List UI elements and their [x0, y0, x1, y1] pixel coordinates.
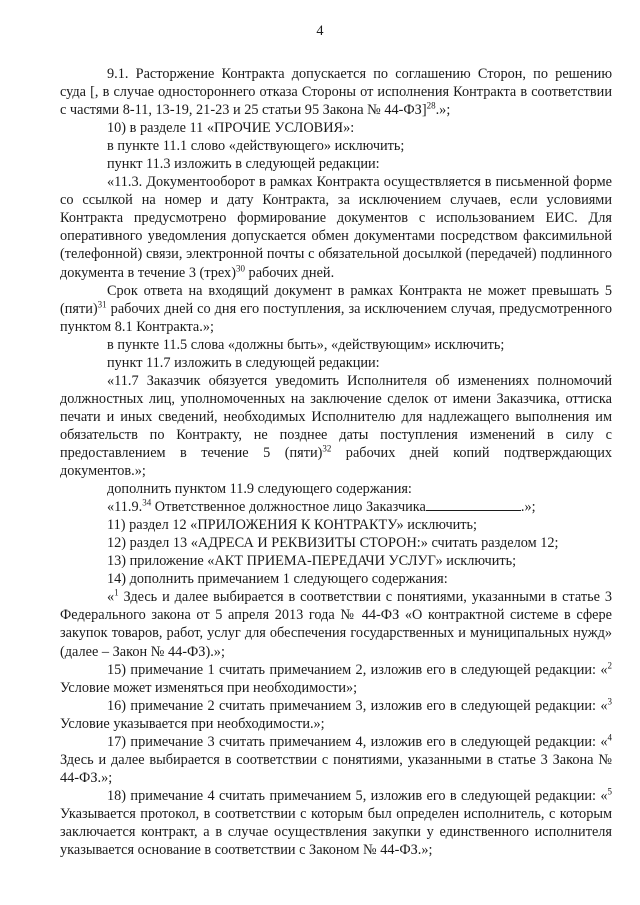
paragraph-item-18 [60, 787, 612, 859]
paragraph-text: 18) примечание 4 считать примечанием 5, изложив его в следующей редакции: « [107, 787, 608, 804]
footnote-marker: 32 [322, 443, 332, 454]
paragraph-item-10 [60, 119, 612, 137]
paragraph-text: 13) приложение «АКТ ПРИЕМА-ПЕРЕДАЧИ УСЛУГ» исключить; [107, 553, 517, 570]
paragraph-p-11-5-exclude [60, 336, 612, 354]
footnote-marker: 3 [607, 696, 612, 707]
footnote-marker: 4 [607, 732, 612, 743]
paragraph-p-11-9-text [60, 498, 612, 516]
paragraph-text: в пункте 11.1 слово «действующего» исключить; [107, 138, 405, 155]
paragraph-text: 12) раздел 13 «АДРЕСА И РЕКВИЗИТЫ СТОРОН:» считать разделом 12; [107, 535, 559, 552]
paragraph-text: Условие указывается при необходимости.»; [60, 715, 325, 732]
paragraph-text: Здесь и далее выбирается в соответствии с понятиями, указанными в статье 3 Закона № 44-ФЗ.»; [60, 751, 612, 786]
footnote-marker: 5 [607, 786, 612, 797]
paragraph-text: дополнить пунктом 11.9 следующего содержания: [107, 481, 412, 498]
paragraph-text: пункт 11.3 изложить в следующей редакции: [107, 156, 380, 173]
footnote-marker: 1 [114, 587, 119, 598]
page-number: 4 [316, 23, 324, 39]
paragraph-text: 10) в разделе 11 «ПРОЧИЕ УСЛОВИЯ»: [107, 120, 355, 137]
paragraph-text: 11) раздел 12 «ПРИЛОЖЕНИЯ К КОНТРАКТУ» исключить; [107, 517, 478, 534]
paragraph-text: Указывается протокол, в соответствии с которым был определен исполнитель, с которым заключается контракт, а в случае осуществления закупки у единственного исполнителя указывается основание в соответствии с Законом № 44-ФЗ.»; [60, 805, 612, 859]
paragraph-item-11 [60, 516, 612, 534]
paragraph-item-12 [60, 534, 612, 552]
paragraph-text: в пункте 11.5 слова «должны быть», «действующим» исключить; [107, 336, 505, 353]
paragraph-item-14 [60, 570, 612, 588]
paragraph-p-11-7-intro [60, 354, 612, 372]
footnote-marker: 30 [235, 263, 245, 274]
paragraph-text: Здесь и далее выбирается в соответствии с понятиями, указанными в статье 3 Федерального закона от 5 апреля 2013 года № 44-ФЗ «О контрактной системе в сфере закупок товаров, работ, услуг для обеспечения государственных и муниципальных нужд» (далее – Закон № 44-ФЗ).»; [60, 589, 612, 660]
paragraph-text: 15) примечание 1 считать примечанием 2, изложив его в следующей редакции: « [107, 661, 608, 678]
paragraph-text: « [107, 589, 115, 606]
paragraph-item-13 [60, 552, 612, 570]
paragraph-text: «11.7 Заказчик обязуется уведомить Исполнителя об изменениях полномочий должностных лиц, уполномоченных на заключение сделок от имени Заказчика, оттиска печати и иных сведений, необходимых Исполнителю для надлежащего выполнения им обязательств по Контракту, не позднее даты поступления изменений в силу с предоставлением в течение 5 (пяти) [60, 372, 612, 461]
paragraph-item-16 [60, 697, 612, 733]
paragraph-text: .»; [435, 102, 451, 119]
paragraph-text: 16) примечание 2 считать примечанием 3, изложив его в следующей редакции: « [107, 697, 608, 714]
paragraph-text: 17) примечание 3 считать примечанием 4, изложив его в следующей редакции: « [107, 733, 608, 750]
paragraph-text: рабочих дней со дня его поступления, за исключением случая, предусмотренного пунктом 8.1 Контракта.»; [60, 300, 612, 335]
footnote-marker: 28 [426, 100, 436, 111]
paragraph-text: Ответственное должностное лицо Заказчика [151, 499, 426, 516]
paragraph-p-11-3-term [60, 282, 612, 336]
paragraph-text: «11.3. Документооборот в рамках Контракта осуществляется в письменной форме со ссылкой на номер и дату Контракта, за исключением случаев, если условиями Контракта предусмотрено формирование документов с использованием ЕИС. Для оперативного уведомления допускается обмен документами посредством факсимильной (телефонной) связи, электронной почты с обязательной досылкой (передачей) подлинного документа в течение 3 (трех) [60, 174, 612, 281]
paragraph-p-11-9-intro [60, 480, 612, 498]
footnote-marker: 34 [142, 497, 152, 508]
paragraph-item-17 [60, 733, 612, 787]
paragraph-text: рабочих дней. [244, 264, 335, 281]
paragraph-item-15 [60, 661, 612, 697]
paragraph-p-11-1-exclude [60, 137, 612, 155]
fill-in-blank-line [426, 499, 521, 511]
paragraph-text: рабочих дней копий подтверждающих документов.»; [60, 444, 612, 480]
paragraph-text: Срок ответа на входящий документ в рамках Контракта не может превышать 5 (пяти) [60, 282, 612, 317]
paragraph-p-11-3-text [60, 173, 612, 281]
paragraph-text: 14) дополнить примечанием 1 следующего содержания: [107, 571, 448, 588]
footnote-marker: 2 [607, 660, 612, 671]
document-body [60, 65, 612, 859]
paragraph-p-9-1 [60, 65, 612, 119]
paragraph-text: 9.1. Расторжение Контракта допускается по соглашению Сторон, по решению суда [, в случае одностороннего отказа Стороны от исполнения Контракта в соответствии с частями 8-11, 13-19, 21-23 и 25 статьи 95 Закона № 44-ФЗ] [60, 66, 612, 119]
paragraph-text: пункт 11.7 изложить в следующей редакции: [107, 354, 380, 371]
paragraph-p-11-3-intro [60, 155, 612, 173]
footnote-marker: 31 [97, 299, 107, 310]
paragraph-text: .»; [520, 499, 536, 516]
paragraph-text: «11.9. [107, 499, 143, 516]
paragraph-p-11-7-text [60, 372, 612, 480]
paragraph-note-1-text [60, 588, 612, 660]
paragraph-text: Условие может изменяться при необходимости»; [60, 679, 358, 696]
